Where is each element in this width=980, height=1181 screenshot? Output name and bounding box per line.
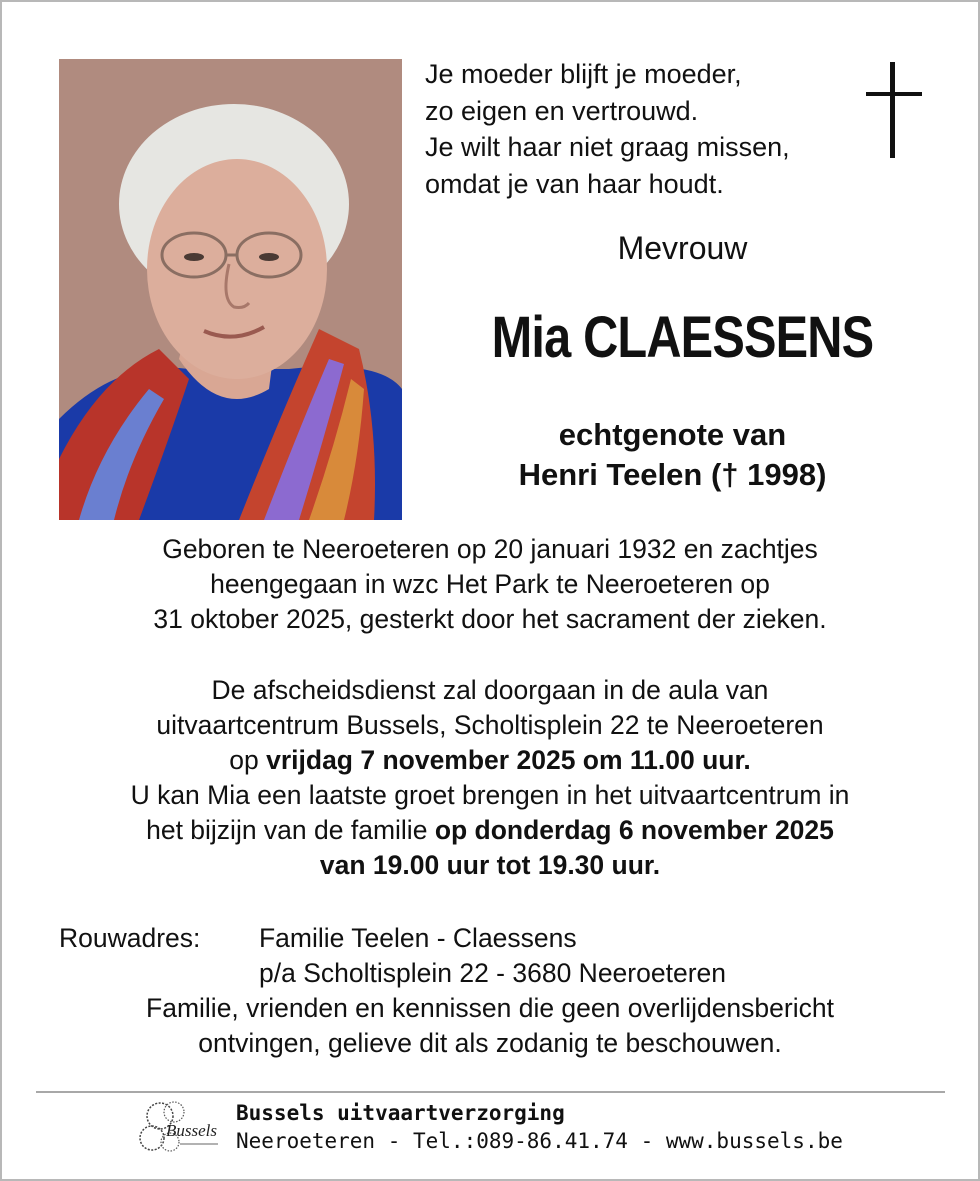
text-line: heengegaan in wzc Het Park te Neeroeteren op bbox=[210, 569, 770, 599]
text-line: U kan Mia een laatste groet brengen in het uitvaartcentrum in bbox=[130, 780, 850, 810]
text-line: Geboren te Neeroeteren op 20 januari 1932 en zachtjes bbox=[162, 534, 818, 564]
birth-death-paragraph bbox=[40, 532, 940, 637]
spouse-name: Henri Teelen († 1998) bbox=[518, 457, 827, 492]
text-line bbox=[40, 743, 940, 778]
poem-line: Je moeder blijft je moeder, bbox=[425, 59, 742, 89]
service-date: vrijdag 7 november 2025 om 11.00 uur. bbox=[266, 745, 751, 775]
address-line: Familie Teelen - Claessens bbox=[259, 923, 577, 953]
service-paragraph bbox=[40, 673, 940, 883]
text-line: ontvingen, gelieve dit als zodanig te beschouwen. bbox=[198, 1028, 782, 1058]
bussels-logo bbox=[130, 1098, 222, 1156]
visitation-time: van 19.00 uur tot 19.30 uur. bbox=[319, 850, 661, 880]
divider bbox=[36, 1091, 945, 1093]
text-line bbox=[40, 848, 940, 883]
text-fragment: op bbox=[229, 745, 267, 775]
text-line bbox=[40, 813, 940, 848]
text-line: Familie, vrienden en kennissen die geen overlijdensbericht bbox=[146, 993, 834, 1023]
deceased-name: Mia CLAESSENS bbox=[491, 305, 874, 370]
spouse-info bbox=[440, 415, 905, 495]
cross-icon bbox=[866, 62, 922, 158]
logo-wordmark: Bussels bbox=[166, 1121, 217, 1140]
mourning-address bbox=[59, 921, 726, 991]
text-fragment: het bijzijn van de familie bbox=[146, 815, 435, 845]
company-name: Bussels uitvaartverzorging bbox=[236, 1101, 565, 1125]
poem-line: omdat je van haar houdt. bbox=[425, 168, 724, 199]
text-line: uitvaartcentrum Bussels, Scholtisplein 22 te Neeroeteren bbox=[156, 710, 824, 740]
text-line: 31 oktober 2025, gesterkt door het sacrament der zieken. bbox=[153, 604, 827, 634]
company-contact: Neeroeteren - Tel.:089-86.41.74 - www.bussels.be bbox=[236, 1129, 843, 1153]
notice-paragraph bbox=[40, 991, 940, 1061]
portrait-photo bbox=[59, 59, 402, 520]
visitation-date: op donderdag 6 november 2025 bbox=[434, 815, 834, 845]
address-line: p/a Scholtisplein 22 - 3680 Neeroeteren bbox=[259, 958, 726, 988]
funeral-home-footer bbox=[236, 1099, 843, 1155]
address-label: Rouwadres: bbox=[59, 923, 201, 953]
poem-line: zo eigen en vertrouwd. bbox=[425, 95, 699, 126]
relation-label: echtgenote van bbox=[558, 417, 787, 452]
memorial-poem bbox=[425, 56, 790, 202]
honorific: Mevrouw bbox=[617, 230, 748, 266]
text-line: De afscheidsdienst zal doorgaan in de aula van bbox=[211, 675, 769, 705]
poem-line: Je wilt haar niet graag missen, bbox=[425, 132, 790, 162]
